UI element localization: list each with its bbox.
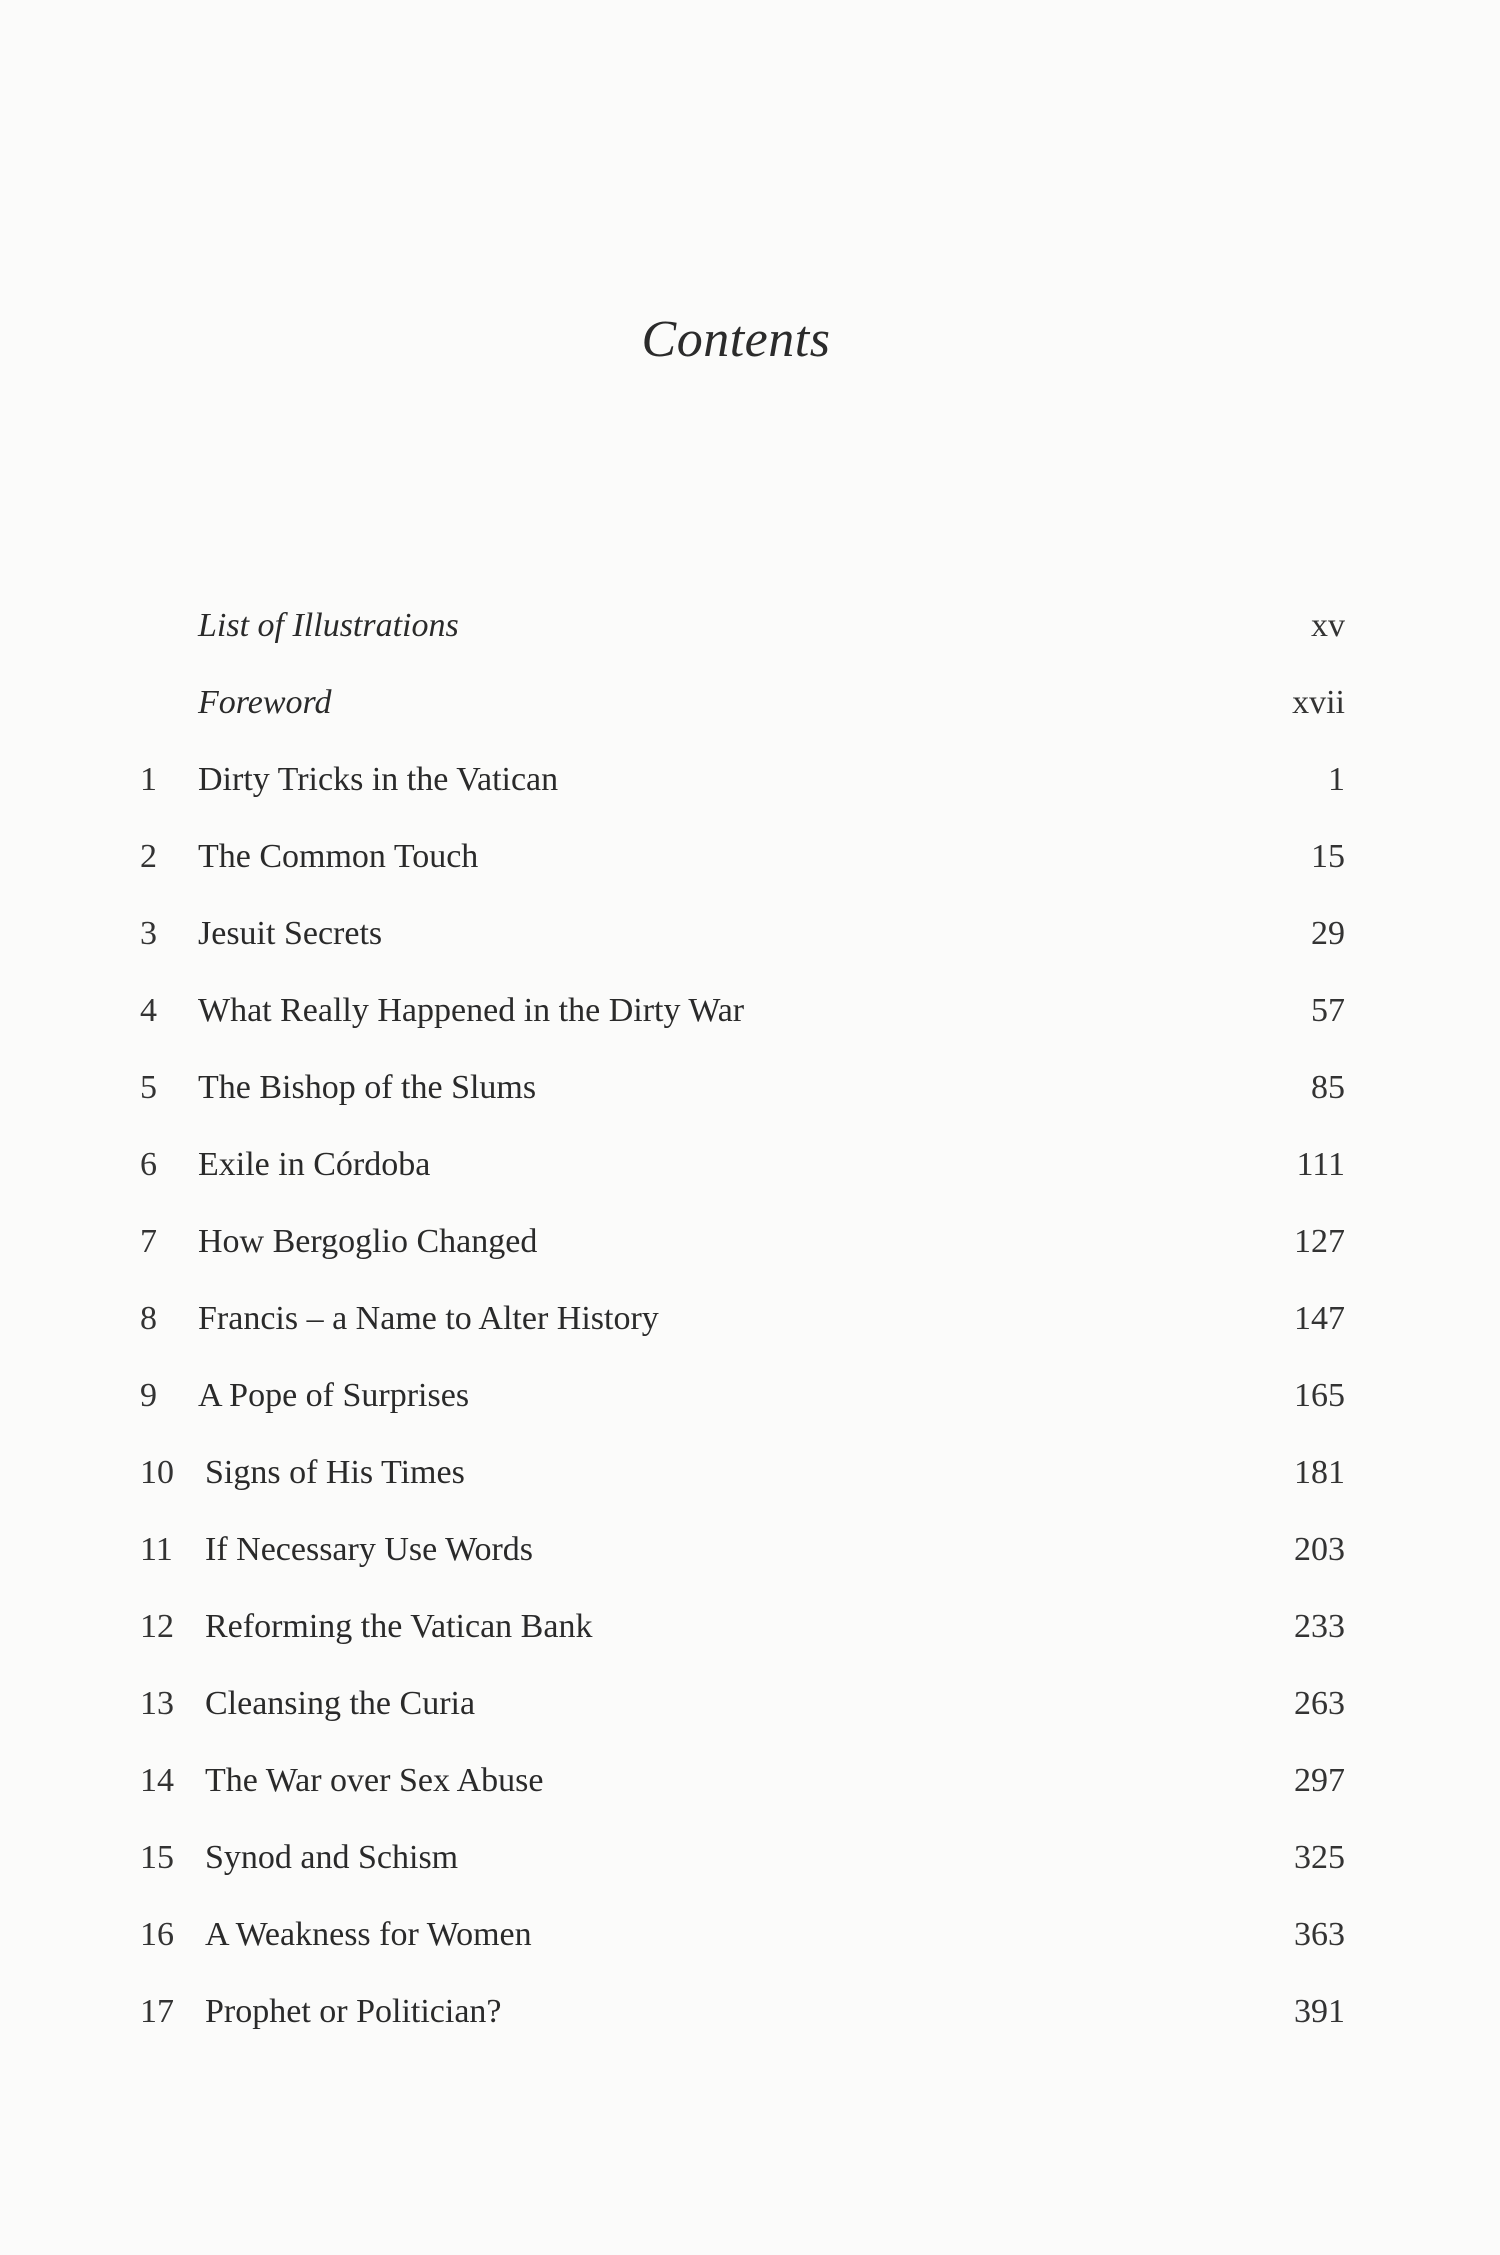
toc-entry-page: 325	[1294, 1839, 1345, 1876]
toc-entry-title: Reforming the Vatican Bank	[205, 1608, 593, 1645]
toc-entry-number: 17	[140, 1993, 174, 2030]
toc-entry	[0, 1373, 1500, 1450]
toc-entry-number: 2	[140, 838, 157, 875]
toc-entry-number: 16	[140, 1916, 174, 1953]
toc-entry	[0, 1527, 1500, 1604]
toc-entry-number: 4	[140, 992, 157, 1029]
toc-entry-page: 57	[1311, 992, 1345, 1029]
toc-entry-title: Francis – a Name to Alter History	[198, 1300, 659, 1337]
toc-entry-number: 7	[140, 1223, 157, 1260]
toc-entry-page: 1	[1328, 761, 1345, 798]
toc-entry-number: 15	[140, 1839, 174, 1876]
toc-entry-page: 127	[1294, 1223, 1345, 1260]
toc-entry-page: 363	[1294, 1916, 1345, 1953]
toc-entry-title: Dirty Tricks in the Vatican	[198, 761, 559, 798]
toc-entry-title: The Bishop of the Slums	[198, 1069, 537, 1106]
toc-entry-title: The War over Sex Abuse	[205, 1762, 544, 1799]
toc-entry	[0, 603, 1500, 680]
toc-entry-number: 5	[140, 1069, 157, 1106]
toc-entry-title: If Necessary Use Words	[205, 1531, 534, 1568]
toc-entry-page: 263	[1294, 1685, 1345, 1722]
toc-entry	[0, 1989, 1500, 2066]
toc-entry-title: Jesuit Secrets	[198, 915, 383, 952]
toc-entry-page: 203	[1294, 1531, 1345, 1568]
toc-entry-title: How Bergoglio Changed	[198, 1223, 538, 1260]
page-title: Contents	[641, 311, 831, 368]
toc-entry	[0, 911, 1500, 988]
toc-entry	[0, 1758, 1500, 1835]
toc-entry-number: 11	[140, 1531, 173, 1568]
toc-entry	[0, 1681, 1500, 1758]
toc-entry-page: 165	[1294, 1377, 1345, 1414]
toc-entry	[0, 834, 1500, 911]
toc-entry-title: Foreword	[198, 684, 332, 721]
toc-entry-page: 181	[1294, 1454, 1345, 1491]
toc-entry	[0, 1142, 1500, 1219]
toc-entry	[0, 680, 1500, 757]
toc-entry-title: A Pope of Surprises	[198, 1377, 470, 1414]
toc-entry-number: 12	[140, 1608, 174, 1645]
toc-entry-title: Exile in Córdoba	[198, 1146, 431, 1183]
table-of-contents	[0, 603, 1500, 2066]
toc-entry	[0, 1219, 1500, 1296]
toc-entry	[0, 1604, 1500, 1681]
toc-entry-page: xv	[1311, 607, 1345, 644]
toc-entry-number: 1	[140, 761, 157, 798]
toc-entry-number: 9	[140, 1377, 157, 1414]
toc-entry-number: 14	[140, 1762, 174, 1799]
toc-entry	[0, 1835, 1500, 1912]
toc-entry	[0, 1296, 1500, 1373]
toc-entry-title: Cleansing the Curia	[205, 1685, 476, 1722]
toc-entry-title: Prophet or Politician?	[205, 1993, 502, 2030]
toc-entry-number: 10	[140, 1454, 174, 1491]
toc-entry-page: 233	[1294, 1608, 1345, 1645]
toc-entry	[0, 988, 1500, 1065]
toc-entry-page: 29	[1311, 915, 1345, 952]
toc-entry	[0, 1450, 1500, 1527]
toc-entry-title: The Common Touch	[198, 838, 479, 875]
toc-entry-number: 6	[140, 1146, 157, 1183]
toc-entry-page: 85	[1311, 1069, 1345, 1106]
toc-entry-title: What Really Happened in the Dirty War	[198, 992, 745, 1029]
toc-entry-page: 111	[1296, 1146, 1345, 1183]
toc-entry-page: 15	[1311, 838, 1345, 875]
toc-entry-title: A Weakness for Women	[205, 1916, 532, 1953]
toc-entry-number: 13	[140, 1685, 174, 1722]
toc-entry	[0, 757, 1500, 834]
toc-entry-page: 391	[1294, 1993, 1345, 2030]
toc-entry	[0, 1065, 1500, 1142]
toc-entry	[0, 1912, 1500, 1989]
toc-entry-title: List of Illustrations	[198, 607, 459, 644]
toc-entry-title: Synod and Schism	[205, 1839, 459, 1876]
toc-entry-title: Signs of His Times	[205, 1454, 465, 1491]
toc-entry-page: 297	[1294, 1762, 1345, 1799]
toc-entry-number: 3	[140, 915, 157, 952]
toc-entry-page: xvii	[1292, 684, 1345, 721]
toc-entry-number: 8	[140, 1300, 157, 1337]
toc-entry-page: 147	[1294, 1300, 1345, 1337]
